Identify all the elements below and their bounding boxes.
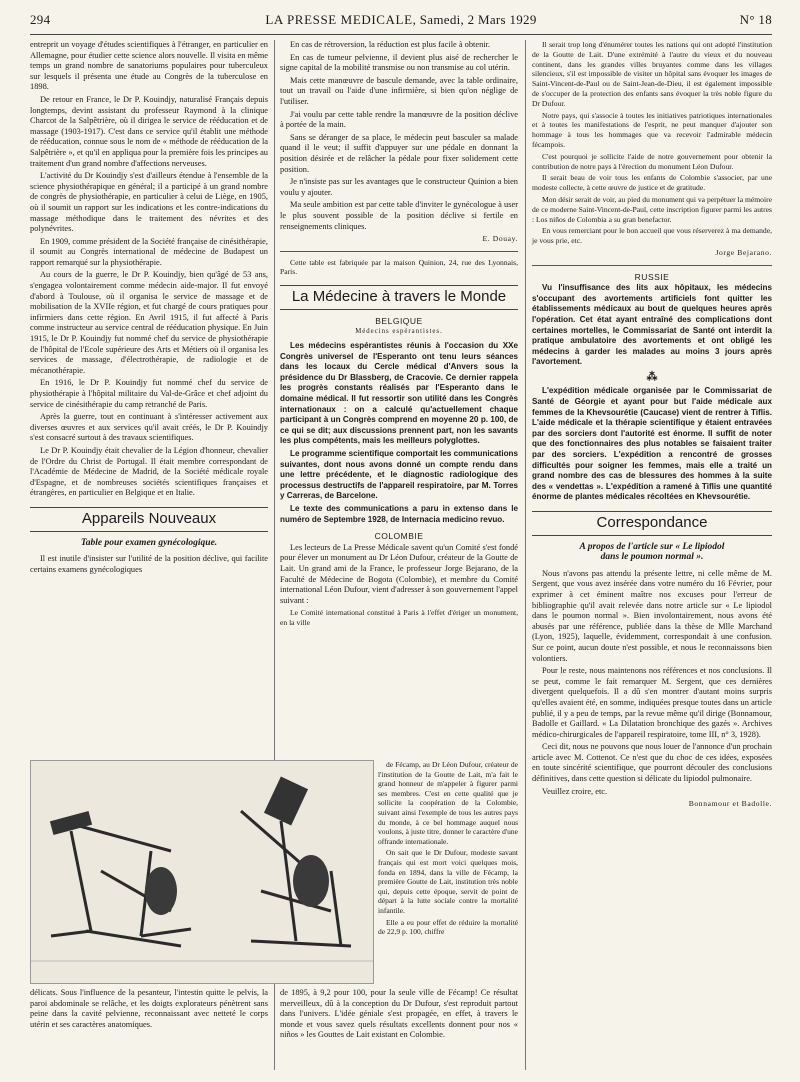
paragraph: Il est inutile d'insister sur l'utilité de la position déclive, qui facilite certains examens gynécologiques	[30, 554, 268, 574]
author-signature: E. Douay.	[482, 234, 518, 244]
issue-number: N° 18	[739, 12, 772, 27]
country-subheading: Médecins espérantistes.	[355, 328, 443, 336]
paragraph: De retour en France, le Dr P. Kouindjy, naturalisé Français depuis longtemps, devint assistant du professeur Raymond à la clinique Charcot de la Salpêtrière, où il dirigea le service de rééducation et de massage (1903-1917). C'est dans ce service qu'il établit une méthode de rééducation, connue sous le nom de « méthode de rééducation de la Salpêtrière », et qu'il en appliqua pour la première fois les principes au traitement d'un grand nombre d'affections nerveuses.	[30, 94, 268, 168]
subtitle-line: dans le poumon normal ».	[600, 552, 704, 563]
paragraph: J'ai voulu par cette table rendre la manœuvre de la position déclive à portée de la main.	[280, 109, 518, 130]
article-subtitle: Table pour examen gynécologique.	[80, 537, 218, 548]
country-heading-russie: RUSSIE	[634, 271, 670, 282]
table-drawing	[31, 761, 373, 983]
paragraph: En cas de tumeur pelvienne, il devient plus aisé de rechercher le signe capital de la mobilité transmise ou non transmise au col utérin.	[280, 52, 518, 73]
page-header	[30, 8, 772, 35]
paragraph: Nous n'avons pas attendu la présente lettre, ni celle même de M. Sergent, que vous avez insérée dans votre numéro du 16 Février, pour exprimer à cet éminent maître nos excuses pour l'erreur de bibliographie qu'il avait relevée dans notre article sur « Le lipiodol dans le poumon normal ». Bien involontairement, nous avons été abusés par une référence, publiée dans la thèse de Mlle Marchand (Lyon, 1925), laquelle, évidemment, correspondait à une confusion. Sur ce point, aucun doute n'est possible, et nous le reconnaissons bien volontiers.	[532, 568, 772, 663]
paragraph: de Fécamp, au Dr Léon Dufour, créateur de l'institution de la Goutte de Lait, m'a fait le grand honneur de m'appeler à figurer parmi ses membres. C'est en cette qualité que je sollicite la coopération de la Colombie, suivant ainsi l'exemple de tous les autres pays du monde, à ce bel hommage auquel nous voulons, à juste titre, donner le caractère d'une offrande internationale.	[378, 760, 518, 846]
paragraph: En 1909, comme président de la Société française de cinésithérapie, il soumit au Congrès international de médecine de Budapest un rapport remarqué sur la physiothérapie.	[30, 236, 268, 267]
paragraph: Veuillez croire, etc.	[542, 786, 608, 796]
appeal-quote	[378, 760, 518, 939]
paragraph: Notre pays, qui s'associe à toutes les initiatives patriotiques internationales et à toutes les manifestations de l'esprit, ne peut manquer d'ajouter son hommage à tous les hommages que va recevoir l'admirable médecin fécampois.	[532, 110, 772, 149]
maker-note: Cette table est fabriquée par la maison Quinion, 24, rue des Lyonnais, Paris.	[280, 257, 518, 277]
paragraph: Il serait beau de voir tous les enfants de Colombie s'associer, par une modeste collecte, à cette œuvre de justice et de gratitude.	[532, 173, 772, 193]
divider	[280, 251, 518, 252]
article-subtitle	[532, 542, 772, 563]
paragraph: entreprit un voyage d'études scientifiques à l'étranger, en particulier en Allemagne, pour étudier cette science alors nouvelle. Il visita en même temps un grand nombre de sanatoriums populaires pour tuberculeux sur lesquels il présenta une étude au Congrès de la tuberculose en 1898.	[30, 40, 268, 92]
paragraph: Les médecins espérantistes réunis à l'occasion du XXe Congrès universel de l'Esperanto ont tenu leurs séances dans les locaux du Cercle médical d'Anvers sous la présidence du Dr Blassberg, de Cracovie. Ce dernier rappela les progrès constants réalisés par l'Esperanto dans le domaine médical. Il fut ressortir son utilité dans les Congrès internationaux : on a calculé qu'actuellement chaque participant à un Congrès comprend en moyenne 20 p. 100, de ce qui se dit; aux discussions prennent part, non les savants les plus compétents, mais les meilleurs polyglottes.	[280, 341, 518, 446]
author-signature: Jorge Bejarano.	[715, 247, 772, 257]
paragraph: Sans se déranger de sa place, le médecin peut basculer sa malade quand il le veut; il suffit d'appuyer sur une pédale en donnant la position désirée et de relâcher la pédale pour fixer solidement cette position.	[280, 132, 518, 174]
paragraph: En cas de rétroversion, la réduction est plus facile à obtenir.	[290, 40, 490, 49]
paragraph: En 1916, le Dr P. Kouindjy fut nommé chef du service de physiothérapie à l'hôpital militaire du Val-de-Grâce et chef adjoint du service de cinésithérapie du camp retranché de Paris.	[30, 378, 268, 409]
appeal-continued	[532, 40, 772, 246]
paragraph: Le Comité international constitué à Paris à l'effet d'ériger un monument, en la ville	[280, 608, 518, 628]
column-1-continued	[30, 988, 268, 1030]
country-heading-colombie: COLOMBIE	[374, 531, 424, 542]
asterism: ⁂	[646, 370, 658, 383]
paragraph: Elle a eu pour effet de réduire la mortalité de 22,9 p. 100, chiffre	[378, 917, 518, 937]
divider	[532, 265, 772, 266]
column-2	[280, 40, 518, 630]
subtitle-line: A propos de l'article sur « Le lipiodol	[579, 541, 725, 552]
paragraph: Le programme scientifique comportait les communications suivantes, dont nous avons donné un compte rendu dans une lettre précédente, et le diagnostic radiologique des processus destructifs de l'appareil respiratoire, par M. Torres y Carreras, de Barcelone.	[280, 449, 518, 501]
paragraph: En vous remerciant pour le bon accueil que vous réserverez à ma demande, je vous prie, etc.	[532, 226, 772, 246]
paragraph: Après la guerre, tout en continuant à s'intéresser activement aux diverses œuvres et aux services qu'il avait créés, le Dr P. Kouindjy s'est consacré surtout à des travaux scientifiques.	[30, 412, 268, 443]
paragraph: Pour le reste, nous maintenons nos références et nos conclusions. Il se peut, comme le fait remarquer M. Sergent, que ces dernières divergent quelquefois. Il a dû s'en montrer d'autant moins surpris qu'elles avaient été, en somme, indiquées presque toutes dans un article publié, il y a peu de temps, par la revue même qu'il dirige (Bonnamour, Badolle et Gaillard. « La Dilatation bronchique des gazés ». Archives médico-chirurgicales de l'appareil respiratoire, tome III, n° 3, 1928).	[532, 666, 772, 739]
country-heading-belgique: BELGIQUE	[375, 315, 423, 326]
paragraph: Mais cette manœuvre de bascule demande, avec la table ordinaire, tout un travail ou l'aide d'une infirmière, si bien qu'on néglige de l'utiliser.	[280, 75, 518, 106]
column-3	[532, 40, 772, 813]
paragraph: L'expédition médicale organisée par le Commissariat de Santé de Géorgie et ayant pour but l'aide médicale aux femmes de la Khevsourétie (Caucase) vient de rentrer à Tiflis. L'aide médicale et la thérapie scientifique y étaient entravées par des sorciers dont l'autorité est énorme. Il suffit de noter que des fonctionnaires des plus notables se faisaient traiter par des sorciers. L'expédition a rencontré de grosses difficultés pour soigner les femmes, mais elle a traité un grand nombre des cas de blessures des hommes à la suite des « vendettas ». L'expédition a ramené à Tiflis une quantité énorme de plantes médicales récoltées en Khevsourétie.	[532, 386, 772, 502]
paragraph: délicats. Sous l'influence de la pesanteur, l'intestin quitte le pelvis, la paroi abdominale se relâche, et les doigts explorateurs pénètrent sans peine dans la cavité pelvienne, reconnaissant avec netteté le corps utérin et ses caractères anatomiques.	[30, 988, 268, 1029]
paragraph: Au cours de la guerre, le Dr P. Kouindjy, bien qu'âgé de 53 ans, s'engagea volontairement comme médecin aide-major. Il fut envoyé d'abord à Toulouse, où il organisa le service de massage et de mobilisation de la XVIIe région, et fut chargé de cours pratiques pour infirmiers dans cette région. En Avril 1915, il fut affecté à Paris comme instructeur au service central de rééducation physique. En Juin 1915, le Dr P. Kouindjy fut nommé chef du service de physiothérapie de l'hôpital de l'Ecole supérieure des Arts et Métiers où il organisa les services de massage, d'électrothérapie, de radiologie et de mécanothérapie.	[30, 270, 268, 375]
paragraph: Ma seule ambition est par cette table d'inviter le gynécologue à user le plus souvent possible de la position déclive si fertile en renseignements cliniques.	[280, 200, 518, 231]
paragraph: Le texte des communications a paru in extenso dans le numéro de Septembre 1928, de Internacia medicino revuo.	[280, 503, 518, 524]
gynecological-table-illustration	[30, 760, 374, 984]
column-divider	[525, 40, 526, 1070]
paragraph: Les lecteurs de La Presse Médicale savent qu'un Comité s'est fondé pour élever un monument au Dr Léon Dufour, créateur de la Goutte de Lait. Un grand ami de la France, le professeur Jorge Bejarano, de la Faculté de Médecine de Bogota (Colombie), et membre du Comité international Léon Dufour, vient d'adresser à son gouvernement l'appel suivant :	[280, 542, 518, 605]
section-title-correspondance: Correspondance	[532, 511, 772, 536]
issue-date: Samedi, 2 Mars 1929	[419, 12, 537, 27]
belgique-article	[280, 341, 518, 525]
journal-title: LA PRESSE MEDICALE	[265, 12, 413, 27]
russie-article	[532, 283, 772, 503]
masthead: LA PRESSE MEDICALE, Samedi, 2 Mars 1929	[265, 12, 537, 27]
paragraph: Le Dr P. Kouindjy était chevalier de la Légion d'honneur, chevalier de l'Ordre du Christ de Portugal. Il était membre correspondant de l'Académie de Médecine de Madrid, de la Société médicale royale d'Espagne, et de nombreuses sociétés scientifiques françaises et étrangères, en particulier en Belgique et en Italie.	[30, 445, 268, 498]
page-number: 294	[30, 12, 51, 27]
author-signature: Bonnamour et Badolle.	[688, 799, 772, 809]
paragraph: Vu l'insuffisance des lits aux hôpitaux, les médecins s'occupant des avortements artificiels font quitter les établissements médicaux au bout de quelques heures après l'opération. Cet état ayant entraîné des complications dont certaines mortelles, le Commissariat de Santé ont interdit la pratique ambulatoire des avortements et ont obligé les médecins à garder les malades au moins 3 jours après l'avortement.	[532, 283, 772, 367]
paragraph: Je n'insiste pas sur les avantages que le constructeur Quinion a bien voulu y ajouter.	[280, 177, 518, 197]
paragraph: Mon désir serait de voir, au pied du monument qui va perpétuer la mémoire de ce moderne Saint-Vincent-de-Paul, cette inscription figurer parmi les autres : Los niños de Colombia a su gran benefactor.	[532, 194, 772, 224]
paragraph: Il serait trop long d'énumérer toutes les nations qui ont adopté l'institution de la Goutte de Lait. D'une extrémité à l'autre du vieux et du nouveau continent, dans les grandes villes bruyantes comme dans les villages silencieux, s'il est impossible de visiter un hôpital sans évoquer les images de Saint-Vincent-de-Paul ou de Saint-Jean-de-Dieu, il est également impossible de s'occuper de la protection des enfants sans évoquer la très noble figure du Dr Dufour.	[532, 40, 772, 108]
column-1	[30, 40, 268, 577]
section-title-appareils: Appareils Nouveaux	[30, 507, 268, 532]
section-title-medecine: La Médecine à travers le Monde	[280, 285, 518, 310]
paragraph: L'activité du Dr Kouindjy s'est d'ailleurs étendue à l'ensemble de la science physiothérapique en général; il a participé à un grand nombre de congrès de physiothérapie, en particulier à celui de Liège, en 1905, où il soumit un rapport sur les indications et les contre-indications du massage méthodique dans le traitement des névrites et des polynévrites.	[30, 171, 268, 234]
column-2-continued	[280, 988, 518, 1041]
paragraph: de 1895, à 9,2 pour 100, pour la seule ville de Fécamp! Ce résultat merveilleux, dû à la conception du Dr Dufour, s'est reproduit partout dans l'univers. L'idée géniale s'est propagée, en effet, à travers le monde et vous savez quels résultats excellents donnent pour nos « niños » les Gouttes de Lait existant en Colombie.	[280, 988, 518, 1040]
paragraph: On sait que le Dr Dufour, modeste savant français qui est mort voici quelques mois, fonda en 1894, dans la ville de Fécamp, la première Goutte de Lait, institution très noble qui, depuis cette époque, servit de point de départ à la lutte sociale contre la mortalité infantile.	[378, 848, 518, 915]
paragraph: Ceci dit, nous ne pouvons que nous louer de l'annonce d'un prochain article avec M. Cottenot. Ce n'est que du choc de ces idées, exposées en toute sincérité scientifique, que pourront découler des conclusions définitives, dans cette question si délicate du lipiodol pulmonaire.	[532, 742, 772, 784]
paragraph: C'est pourquoi je sollicite l'aide de notre gouvernement pour obtenir la contribution de notre pays à l'érection du monument Léon Dufour.	[532, 151, 772, 171]
